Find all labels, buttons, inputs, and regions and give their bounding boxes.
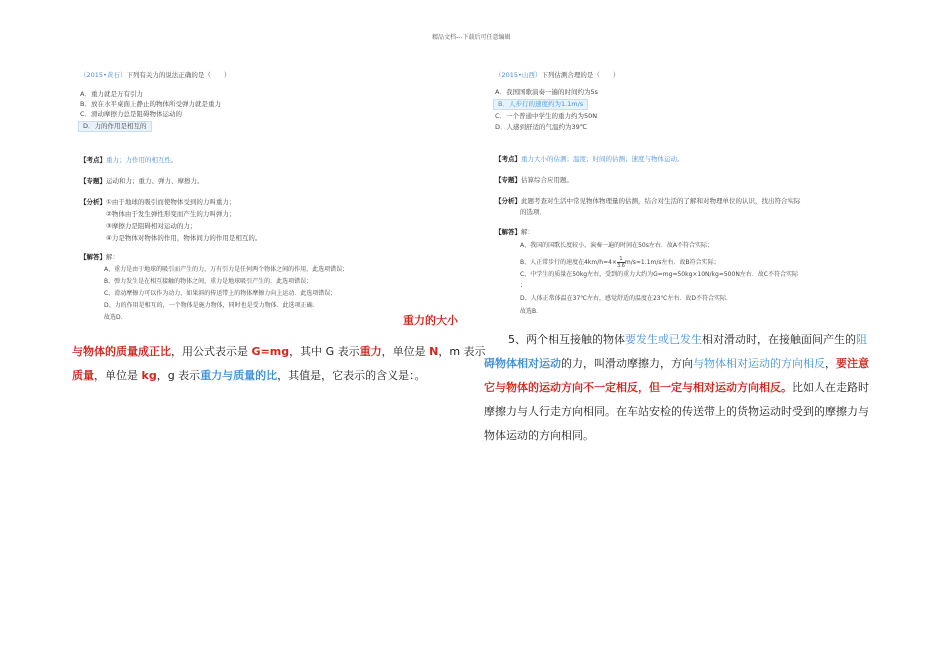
left-fenxi-line: ②物体由于发生弹性形变而产生的力叫弹力；	[106, 210, 236, 218]
left-question-source: （2015•黄石）	[80, 71, 127, 79]
right-body-line-3: 它与物体的运动方向不一定相反，但一定与相对运动方向相反。比如人在走路时	[484, 381, 869, 394]
left-question-stem: （2015•黄石）下列有关力的说法正确的是（ ）	[80, 71, 231, 79]
left-jieda-line: D、力的作用是相互的，一个物体是施力物体，同时也是受力物体．此选项正确．	[104, 302, 319, 309]
right-zhuanti: 【专题】估算综合应用题。	[495, 176, 573, 184]
left-jieda: 【解答】解：	[80, 253, 119, 261]
right-fenxi-line: 的选项．	[520, 208, 546, 216]
right-body-line-4: 摩擦力与人行走方向相同。在车站安检的传送带上的货物运动时受到的摩擦力与	[484, 405, 869, 418]
left-fenxi-line: ④力是物体对物体的作用，物体间力的作用是相互的。	[106, 234, 262, 242]
right-kaodian: 【考点】重力大小的估测；温度；时间的估测；速度与物体运动。	[495, 155, 684, 163]
left-jieda-line: 故选D．	[104, 314, 127, 321]
right-jieda-line: ；	[520, 282, 527, 289]
right-body-line-5: 物体运动的方向相同。	[484, 429, 594, 442]
left-option-a: A．重力就是万有引力	[80, 90, 143, 98]
right-option-b: B．人步行的速度约为1.1m/s	[493, 99, 588, 110]
left-jieda-line: A、重力是由于地球的吸引而产生的力，万有引力是任何两个物体之间的作用，此选项错误；	[104, 266, 349, 273]
left-body-title: 重力的大小	[403, 314, 458, 327]
right-jieda-line: D、人体正常体温在37℃左右，感觉舒适的温度在23℃左右．故D不符合实际．	[520, 295, 732, 302]
right-jieda: 【解答】解：	[495, 228, 534, 236]
right-fenxi: 【分析】此题考查对生活中常见物体物理量的估测，结合对生活的了解和对物理单位的认识，找出符合实际	[495, 197, 801, 205]
right-option-c: C．一个普通中学生的重力约为50N	[495, 112, 598, 120]
page-header: 精品文档---下载后可任意编辑	[432, 34, 511, 41]
right-body-line-1: 5、两个相互接触的物体要发生或已发生相对滑动时，在接触面间产生的阻	[508, 333, 867, 346]
left-jieda-line: B、弹力发生是在相互接触的物体之间，重力是地球吸引产生的．此选项错误；	[104, 278, 313, 285]
right-question-source: （2015•山西）	[495, 71, 542, 79]
left-kaodian: 【考点】重力；力作用的相互性。	[80, 156, 178, 164]
left-fenxi-line: ③摩擦力是阻碍相对运动的力；	[106, 222, 197, 230]
right-jieda-line: A、我国的国歌长度较小，演奏一遍的时间在50s左右．故A不符合实际；	[520, 242, 713, 249]
right-option-d: D．人感到舒适的气温约为39℃	[495, 123, 588, 131]
left-zhuanti: 【专题】运动和力；重力、弹力、摩擦力。	[80, 177, 204, 185]
left-option-c: C．滑动摩擦力总是阻碍物体运动的	[80, 110, 183, 118]
left-body-line-2: 质量，单位是 kg，g 表示重力与质量的比，其值是，它表示的含义是：。	[72, 369, 426, 382]
left-body-line-1: 与物体的质量成正比，用公式表示是 G=mg，其中 G 表示重力，单位是 N，m 表示	[72, 345, 486, 358]
right-body-line-2: 碍物体相对运动的力，叫滑动摩擦力，方向与物体相对运动的方向相反，要注意	[484, 357, 869, 370]
left-option-d: D．力的作用是相互的	[78, 121, 152, 132]
left-fenxi: 【分析】①由于地球的吸引而使物体受到的力叫重力；	[80, 198, 236, 206]
left-jieda-line: C、滑动摩擦力可以作为动力，如果斜的传送带上的物体摩擦力向上运动．此选项错误；	[104, 290, 337, 297]
right-option-a: A．我国国歌演奏一遍的时间约为5s	[495, 88, 598, 96]
right-question-stem: （2015•山西）下列估测合理的是（ ）	[495, 71, 620, 79]
left-option-b: B．放在水平桌面上静止的物体所受弹力就是重力	[80, 100, 221, 108]
right-jieda-line: B、人正常步行的速度在4km/h=4× $\frac{1}{3.6}$ m/s≈1.1m/s左右．故B符合实际；	[520, 256, 720, 269]
right-jieda-line: C、中学生的质量在50kg左右，受到的重力大约为G=mg=50kg×10N/kg=500N左右．故C不符合实际	[520, 271, 798, 278]
fraction: $\frac{1}{3.6}$	[616, 256, 625, 269]
right-jieda-line: 故选B．	[520, 308, 543, 315]
